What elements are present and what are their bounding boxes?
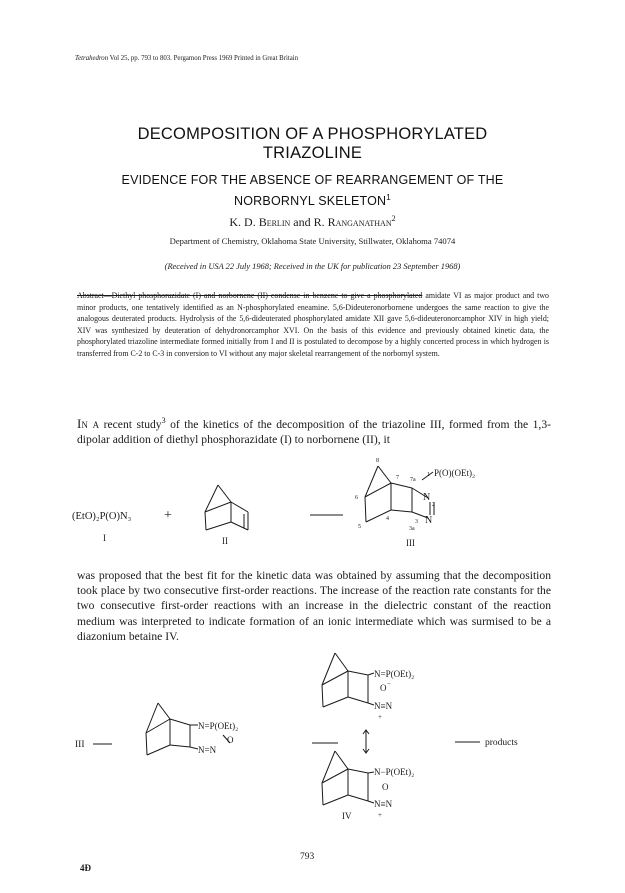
journal-citation: Vol 25, pp. 793 to 803. Pergamon Press 1969 Printed in Great Britain (108, 55, 299, 62)
subtitle-line-2: NORBORNYL SKELETON (234, 194, 387, 209)
page-number: 793 (300, 852, 315, 862)
article-title (60, 125, 565, 163)
norbornene-structure (205, 485, 248, 530)
author-1: K. D. Berlin (229, 215, 291, 229)
start-label-III: III (75, 740, 85, 750)
subtitle-footnote: 1 (386, 193, 391, 202)
lead-in: In a (77, 415, 100, 431)
nitrogen-3: N (425, 515, 433, 526)
abstract-text: amidate VI as major product and two minor products, one tentatively identified as an N-phosphorylated eneamine. 5,6-Dideuteronorbornene undergoes the same reaction to give the analogous deuterated products. Hydrolysis of the 5,6-dideuterated phosphorylated amidate XII gave 5,6-dideuteronorcamphor XIV in high yield; XIV was synthesized by deuteration of dehydronorcamphor XVI. On the basis of this evidence and previously obtained kinetic data, the phosphorylated triazoline intermediate formed initially from I and II is postulated to decompose by a highly concerted process in which hydrogen is transferred from C-2 to C-3 in conversion to VI without any major skeletal rearrangement of the norbornyl system. (77, 291, 549, 358)
betaine-lower-plus: + (378, 811, 382, 819)
betaine-upper-minus: − (387, 680, 391, 688)
reagent-formula: (EtO)₂P(O)N₃ (72, 511, 132, 522)
body-text-1a: recent study (99, 417, 162, 431)
betaine-lower-diazonium: N≡N (374, 799, 393, 809)
atom-1: 1 (427, 472, 430, 478)
authors-and: and (290, 215, 314, 229)
intermediate-oxygen: O (227, 735, 234, 745)
atom-8: 8 (376, 458, 379, 464)
affiliation: Department of Chemistry, Oklahoma State University, Stillwater, Oklahoma 74074 (169, 236, 456, 246)
reference-3: 3 (161, 416, 166, 425)
betaine-upper-n-p: N=P(OEt)₂ (374, 669, 415, 679)
subtitle-line-1: EVIDENCE FOR THE ABSENCE OF REARRANGEMENT OF THE (121, 173, 504, 187)
intermediate-n-n: N=N (198, 745, 217, 755)
article-subtitle (60, 172, 565, 210)
betaine-lower-n-p: N−P(OEt)₂ (374, 767, 415, 777)
betaine-lower-structure (322, 751, 374, 805)
betaine-upper-structure (322, 653, 374, 707)
title-line-1: DECOMPOSITION OF A PHOSPHORYLATED (137, 125, 488, 143)
atom-6: 6 (355, 495, 358, 501)
resonance-arrow (363, 730, 369, 753)
author-2: R. Ranganathan (313, 215, 392, 229)
body-text-1b: of the kinetics of the decomposition of the triazoline III, formed from the 1,3-dipolar addition of diethyl phosphorazidate (I) to norbornene (II), it (77, 417, 551, 447)
printer-mark: 4Ð (80, 863, 91, 873)
journal-name: Tetrahedron (75, 55, 109, 62)
authors (60, 214, 565, 230)
atom-7: 7 (396, 475, 399, 481)
reaction-scheme-2 (60, 645, 570, 840)
received-dates: (Received in USA 22 July 1968; Received in the UK for publication 23 September 1968) (164, 262, 461, 271)
label-I: I (103, 533, 106, 543)
abstract-first-line: Abstract—Diethyl phosphorazidate (I) and norbornene (II) condense in benzene to give a phosphorylated (77, 291, 423, 300)
atom-3: 3 (415, 519, 418, 525)
betaine-upper-oxygen: O (380, 683, 387, 693)
betaine-upper-diazonium: N≡N (374, 701, 393, 711)
plus-sign: + (164, 508, 172, 523)
phosphoryl-substituent: P(O)(OEt)₂ (434, 468, 476, 478)
author-footnote: 2 (391, 214, 396, 223)
atom-2: 2 (432, 502, 435, 508)
atom-7a: 7a (410, 477, 416, 483)
atom-3a: 3a (409, 526, 415, 532)
betaine-lower-oxygen: O (382, 782, 389, 792)
label-IV: IV (342, 811, 352, 821)
journal-header (75, 55, 298, 62)
intermediate-n-p: N=P(OEt)₂ (198, 721, 239, 731)
body-paragraph-2: was proposed that the best fit for the kinetic data was obtained by assuming that the decomposition took place by two consecutive first-order reactions. The increase of the reaction rate constants for the two consecutive first-order reactions with an increase in the dielectric constant of the reaction medium was interpreted to indicate formation of an ionic intermediate which was surmised to be a diazonium betaine IV. (77, 569, 551, 643)
products-label: products (485, 738, 518, 748)
atom-5: 5 (358, 524, 361, 530)
title-line-2: TRIAZOLINE (262, 144, 363, 162)
label-II: II (222, 536, 228, 546)
atom-4: 4 (386, 516, 389, 522)
abstract (77, 290, 549, 360)
nitrogen-1: N (423, 492, 431, 503)
reaction-scheme-1 (60, 440, 570, 565)
betaine-upper-plus: + (378, 713, 382, 721)
label-III: III (406, 538, 415, 548)
